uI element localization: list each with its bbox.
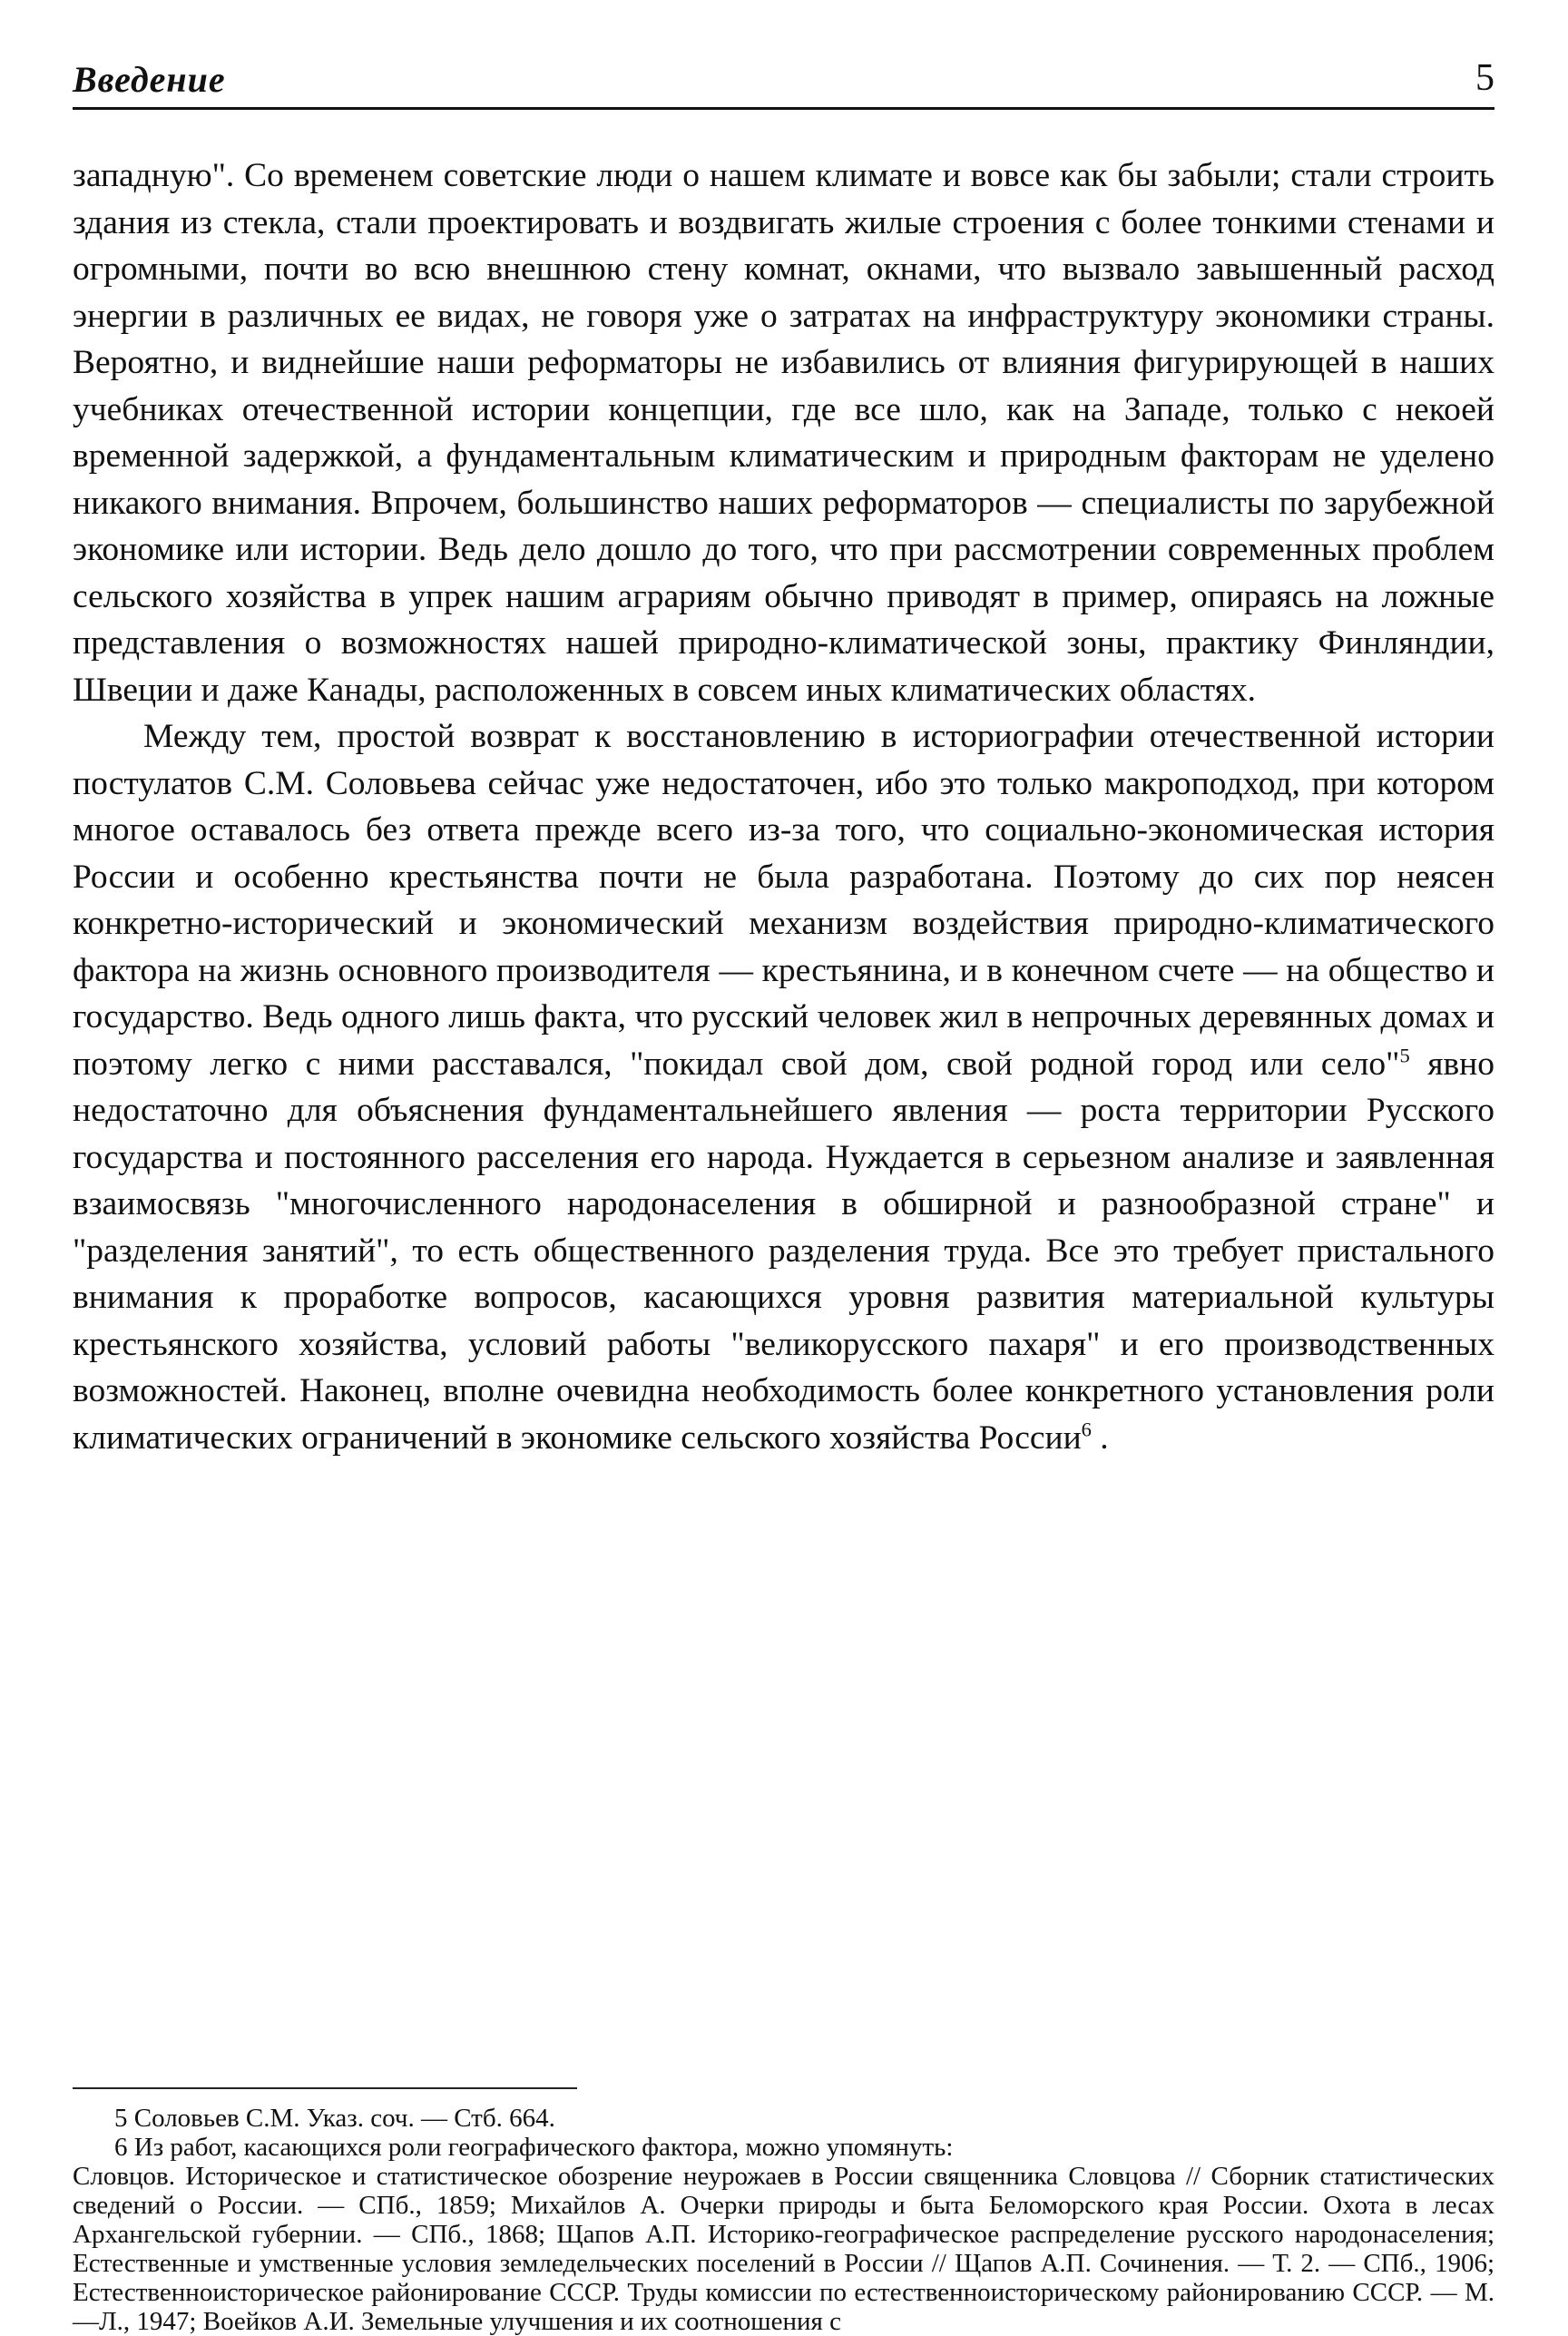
paragraph-1: западную". Со временем советские люди о нашем климате и вовсе как бы забыли; стали строить здания из стекла, стали проектировать и воздвигать жилые строения с более тонкими стенами и огромными, почти во всю внешнюю стену комнат, окнами, что вызвало завышенный расход энергии в различных ее видах, не говоря уже о затратах на инфраструктуру экономики страны. Вероятно, и виднейшие наши реформаторы не избавились от влияния фигурирующей в наших учебниках отечественной истории концепции, где все шло, как на Западе, только с некоей временной задержкой, а фундаментальным климатическим и природным факторам не уделено никакого внимания. Впрочем, большинство наших реформаторов — специалисты по зарубежной экономике или истории. Ведь дело дошло до того, что при рассмотрении современных проблем сельского хозяйства в упрек нашим аграриям обычно приводят в пример, опираясь на ложные представления о возможностях нашей природно-климатической зоны, практику Финляндии, Швеции и даже Канады, расположенных в совсем иных климатических областях. [73,157,1494,709]
paragraph-2-part-1: Между тем, простой возврат к восстановлению в историографии отечественной истории постулатов С.М. Соловьева сейчас уже недостаточен, ибо это только макроподход, при котором многое оставалось без ответа прежде всего из-за того, что социально-экономическая история России и особенно крестьянства почти не была разработана. Поэтому до сих пор неясен конкретно-исторический и экономический механизм воздействия природно-климатического фактора на жизнь основного производителя — крестьянина, и в конечном счете — на общество и государство. Ведь одного лишь факта, что русский человек жил в непрочных деревянных домах и поэтому легко с ними расставался, "покидал свой дом, свой родной город или село" [73,718,1494,1083]
paragraph-2-end: . [1091,1418,1109,1457]
footnote-ref-6: 6 [1081,1418,1092,1440]
footnotes [73,2104,1494,2336]
footnote-6-intro: 6 Из работ, касающихся роли географического фактора, можно упомянуть: [114,2133,954,2162]
page-number: 5 [1475,57,1494,99]
paragraph-2-part-2: явно недостаточно для объяснения фундаментальнейшего явления — роста территории Русского государства и постоянного расселения его народа. Нуждается в серьезном анализе и заявленная взаимосвязь "многочисленного народонаселения в обширной и разнообразной стране" и "разделения занятий", то есть общественного разделения труда. Все это требует пристального внимания к проработке вопросов, касающихся уровня развития материальной культуры крестьянского хозяйства, условий работы "великорусского пахаря" и его производственных возможностей. Наконец, вполне очевидна необходимость более конкретного установления роли климатических ограничений в экономике сельского хозяйства России [73,1045,1494,1457]
page-header [73,53,1494,110]
main-text [73,152,1494,1461]
running-head: Введение [73,59,226,100]
footnote-6-text: Словцов. Историческое и статистическое обозрение неурожаев в России священника Словцова // Сборник статистических сведений о России. — СПб., 1859; Михайлов А. Очерки природы и быта Беломорского края России. Охота в лесах Архангельской губернии. — СПб., 1868; Щапов А.П. Историко-географическое распределение русского народонаселения; Естественные и умственные условия земледельческих поселений в России // Щапов А.П. Сочинения. — Т. 2. — СПб., 1906; Естественноисторическое районирование СССР. Труды комиссии по естественноисторическому районированию СССР. — М.—Л., 1947; Воейков А.И. Земельные улучшения и их соотношения с [73,2162,1494,2336]
footnote-5: 5 Соловьев С.М. Указ. соч. — Стб. 664. [114,2104,555,2133]
footnote-separator [73,2087,577,2089]
footnote-ref-5: 5 [1399,1044,1410,1066]
paragraph-2 [73,713,1494,1461]
